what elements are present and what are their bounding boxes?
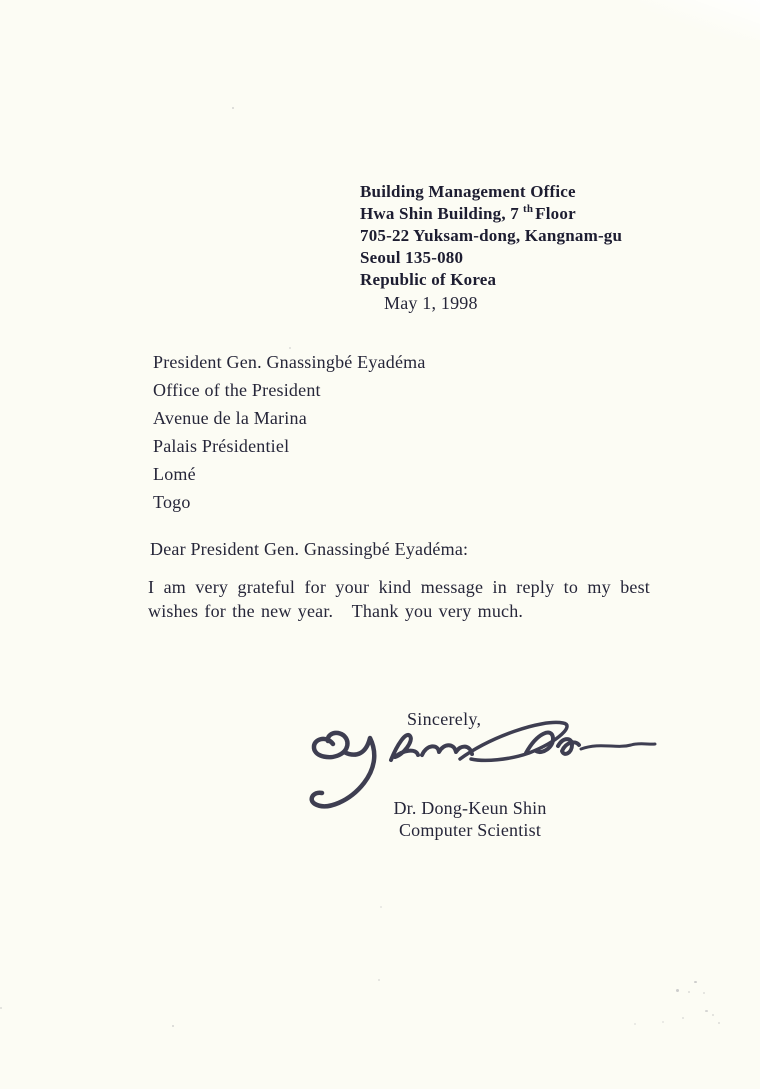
recipient-country: Togo xyxy=(153,492,191,512)
scan-speck xyxy=(232,107,234,109)
scan-speck xyxy=(705,1010,708,1012)
signer-title: Computer Scientist xyxy=(398,820,542,840)
valediction: Sincerely, xyxy=(407,709,482,729)
recipient-name: President Gen. Gnassingbé Eyadéma xyxy=(153,352,426,372)
scan-speck xyxy=(378,979,380,981)
scan-speck xyxy=(682,1017,684,1019)
scan-speck xyxy=(0,1007,2,1009)
sender-line-street: 705-22 Yuksam-dong, Kangnam-gu xyxy=(360,226,623,245)
sender-line-building: Hwa Shin Building, 7 $^{th}$ Floor xyxy=(360,203,576,223)
scan-speck xyxy=(172,1025,174,1027)
scan-speck xyxy=(634,1023,636,1025)
scan-speck xyxy=(380,906,382,908)
scan-speck xyxy=(694,981,697,983)
signer-name: Dr. Dong-Keun Shin xyxy=(393,798,547,818)
body-paragraph: I am very grateful for your kind message in reply to my best wishes for the new year. Thank you very much. xyxy=(148,577,650,621)
scan-speck xyxy=(703,992,705,994)
sender-line-city: Seoul 135-080 xyxy=(360,248,464,267)
sender-address-block xyxy=(360,181,622,291)
recipient-street: Avenue de la Marina xyxy=(153,408,307,428)
recipient-palace: Palais Présidentiel xyxy=(153,436,290,456)
sender-line-office: Building Management Office xyxy=(360,182,576,201)
scan-speck xyxy=(676,989,679,992)
recipient-office: Office of the President xyxy=(153,380,321,400)
recipient-city: Lomé xyxy=(153,464,196,484)
scan-speck xyxy=(718,1022,720,1024)
scan-light-artifact xyxy=(640,0,760,40)
salutation: Dear President Gen. Gnassingbé Eyadéma: xyxy=(150,539,469,559)
letter-date: May 1, 1998 xyxy=(384,293,478,313)
superscript-th: th xyxy=(522,203,534,216)
scan-speck xyxy=(662,1021,664,1023)
recipient-address-block xyxy=(153,348,426,516)
scan-speck xyxy=(712,1014,714,1016)
scan-speck xyxy=(688,991,690,993)
sender-line-country: Republic of Korea xyxy=(360,270,497,289)
signer-block xyxy=(335,797,605,841)
